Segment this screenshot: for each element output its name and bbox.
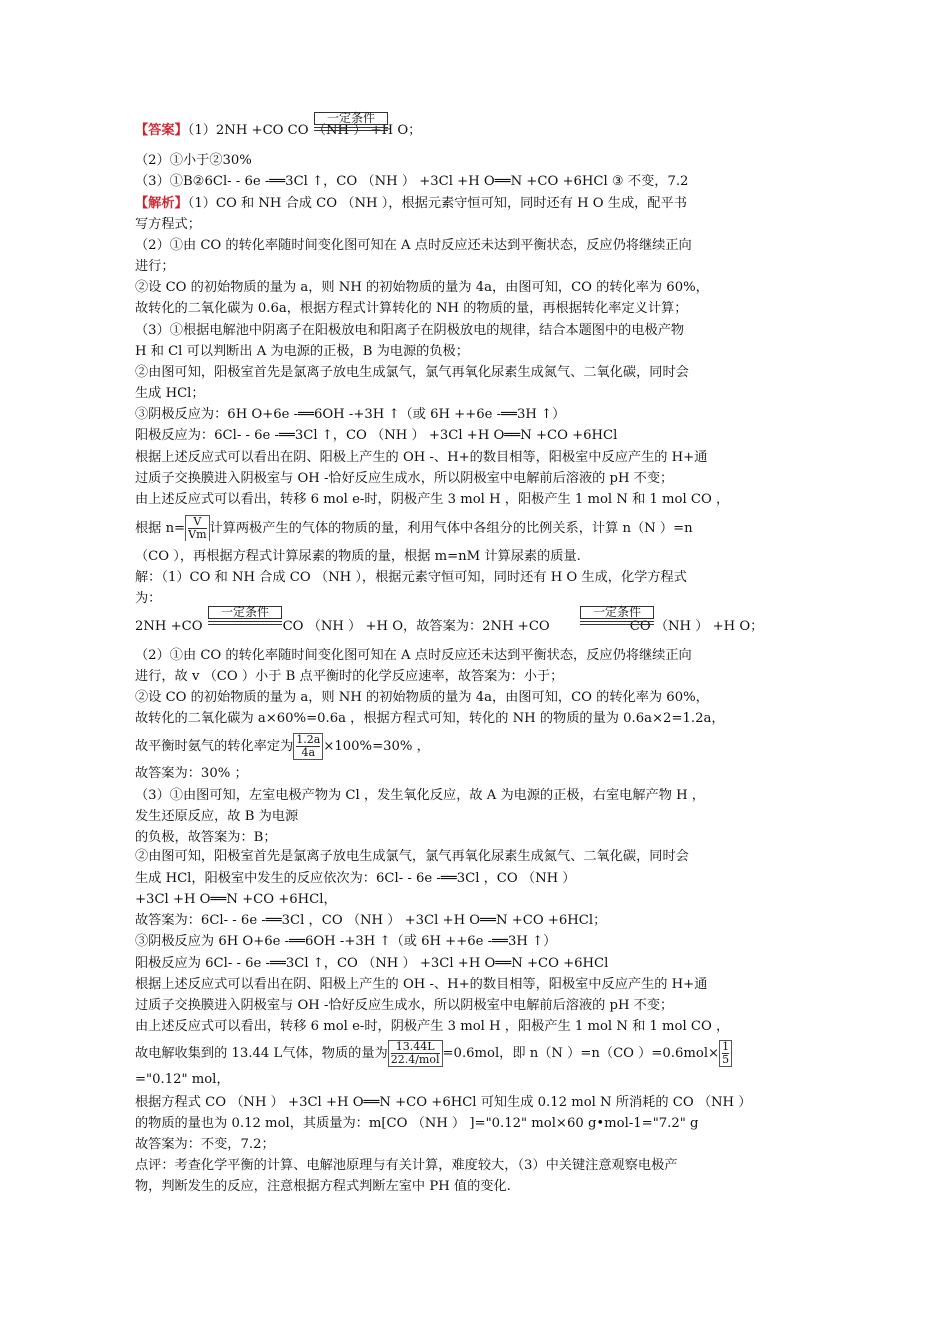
- solution-line-15: ③阴极反应为 6H O+6e -══6OH -+3H ↑（或 6H ++6e -══3H ↑）: [135, 934, 557, 949]
- analysis-line-12: 阳极反应为：6Cl- - 6e -══3Cl ↑，CO （NH ） +3Cl +H O══N +CO +6HCl: [135, 428, 618, 443]
- condition-arrow-1: [314, 112, 388, 138]
- gas-den: 22.4/mol: [390, 1053, 440, 1066]
- analysis-line-15: 由上述反应式可以看出，转移 6 mol e-时，阴极产生 3 mol H ，阳极产生 1 mol N 和 1 mol CO ，: [135, 492, 730, 507]
- n-frac-num: V: [188, 516, 206, 529]
- answer-line-3: （3）①B②6Cl- - 6e -══3Cl ↑，CO （NH ） +3Cl +H O══N +CO +6HCl ③ 不变，7.2: [135, 174, 689, 189]
- answer-line-2: （2）①小于②30%: [135, 153, 252, 168]
- solution-line-19: 由上述反应式可以看出，转移 6 mol e-时，阴极产生 3 mol H ，阳极产生 1 mol N 和 1 mol CO ，: [135, 1019, 730, 1034]
- solution-line-22: 的物质的量也为 0.12 mol，其质量为：m[CO （NH ） ]="0.12" mol×60 g•mol-1="7.2" g: [135, 1116, 699, 1131]
- condition-text: 一定条件: [580, 606, 654, 619]
- solution-line-23: 故答案为：不变，7.2；: [135, 1137, 275, 1152]
- solution-line-3: （2）①由 CO 的转化率随时间变化图可知在 A 点时反应还未达到平衡状态，反应仍将继续正向: [135, 648, 692, 663]
- solution-line-2: 为：: [135, 591, 162, 606]
- solution-line-12: 生成 HCl，阳极室中发生的反应依次为：6Cl- - 6e -══3Cl ，CO （NH ）: [135, 871, 576, 886]
- condition-arrow-2: [208, 606, 282, 632]
- solution-line-16: 阳极反应为 6Cl- - 6e -══3Cl ↑，CO （NH ） +3Cl +H O══N +CO +6HCl: [135, 956, 609, 971]
- solution-line-11: ②由图可知，阳极室首先是氯离子放电生成氯气，氯气再氧化尿素生成氮气、二氧化碳，同时会: [135, 849, 689, 864]
- solution-line-7: 故答案为：30% ；: [135, 766, 248, 781]
- solution-line-9: 发生还原反应，故 B 为电源: [135, 809, 299, 824]
- rate-den: 4a: [301, 746, 316, 759]
- solution-line-8: （3）①由图可知，左室电极产物为 Cl ，发生氧化反应，故 A 为电源的正极，右室电解产物 H ，: [135, 788, 705, 803]
- n-fraction: [185, 515, 209, 541]
- analysis-line-6: 故转化的二氧化碳为 0.6a，根据方程式计算转化的 NH 的物质的量，再根据转化率定义计算；: [135, 301, 688, 316]
- analysis-line-10: 生成 HCl；: [135, 386, 205, 401]
- solution-line-13: +3Cl +H O══N +CO +6HCl，: [135, 892, 337, 907]
- analysis-line-2: 写方程式；: [135, 217, 201, 232]
- n-suffix: 计算两极产生的气体的物质的量，利用气体中各组分的比例关系，计算 n（N ）=n: [209, 521, 693, 536]
- solution-line-14: 故答案为：6Cl- - 6e -══3Cl ，CO （NH ） +3Cl +H O══N +CO +6HCl；: [135, 913, 607, 928]
- analysis-line-9: ②由图可知，阳极室首先是氯离子放电生成氯气，氯气再氧化尿素生成氮气、二氧化碳，同时会: [135, 365, 689, 380]
- solution-rate-line: [135, 733, 835, 761]
- gas-suffix: =0.6mol，即 n（N ）=n（CO ）=0.6mol×: [442, 1046, 720, 1061]
- analysis-line-1: [135, 195, 835, 213]
- solution-line-21: 根据方程式 CO （NH ） +3Cl +H O══N +CO +6HCl 可知生成 0.12 mol N 所消耗的 CO （NH ）: [135, 1095, 752, 1110]
- analysis-line-14: 过质子交换膜进入阴极室与 OH -恰好反应生成水，所以阴极室中电解前后溶液的 pH 不变；: [135, 471, 674, 486]
- analysis-line-11: ③阴极反应为：6H O+6e -══6OH -+3H ↑（或 6H ++6e -══3H ↑）: [135, 407, 566, 422]
- eq-part-b: CO （NH ） +H O，故答案为：2NH +CO: [282, 619, 550, 634]
- analysis-line-8: H 和 Cl 可以判断出 A 为电源的正极，B 为电源的负极；: [135, 344, 469, 359]
- gas-frac2-num: 1: [722, 1040, 730, 1053]
- answer-text-1: （1）2NH +CO CO （NH ） +H O；: [187, 123, 422, 138]
- analysis-line-17: （CO ），再根据方程式计算尿素的物质的量，根据 m=nM 计算尿素的质量.: [135, 549, 581, 564]
- rate-fraction: [293, 733, 323, 760]
- solution-line-4: 进行，故 v （CO ）小于 B 点平衡时的化学反应速率，故答案为：小于；: [135, 669, 564, 684]
- gas-num: 13.44L: [391, 1041, 440, 1054]
- answer-tag: 【答案】: [135, 123, 188, 138]
- solution-line-6: 故转化的二氧化碳为 a×60%=0.6a ，根据方程式可知，转化的 NH 的物质的量为 0.6a×2=1.2a，: [135, 711, 725, 726]
- analysis-line-7: （3）①根据电解池中阴离子在阳极放电和阳离子在阴极放电的规律，结合本题图中的电极产物: [135, 323, 685, 338]
- rate-suffix: ×100%=30% ，: [323, 739, 430, 754]
- rate-num: 1.2a: [296, 733, 321, 746]
- eq-part-c: CO （NH ） +H O；: [629, 619, 764, 634]
- solution-line-1: 解：（1）CO 和 NH 合成 CO （NH ），根据元素守恒可知，同时还有 H O 生成，化学方程式: [135, 570, 687, 585]
- analysis-line-3: （2）①由 CO 的转化率随时间变化图可知在 A 点时反应还未达到平衡状态，反应仍将继续正向: [135, 238, 692, 253]
- analysis-line-5: ②设 CO 的初始物质的量为 a，则 NH 的初始物质的量为 4a，由图可知，CO 的转化率为 60%，: [135, 280, 709, 295]
- eq-part-a: 2NH +CO: [135, 619, 203, 634]
- condition-arrow-3: [580, 606, 654, 632]
- solution-line-5: ②设 CO 的初始物质的量为 a，则 NH 的初始物质的量为 4a，由图可知，CO 的转化率为 60%，: [135, 690, 709, 705]
- solution-line-25: 物，判断发生的反应，注意根据方程式判断左室中 PH 值的变化.: [135, 1179, 511, 1194]
- analysis-line-4: 进行；: [135, 259, 175, 274]
- gas-fraction: [388, 1040, 443, 1067]
- solution-line-10: 的负极，故答案为：B；: [135, 830, 277, 845]
- analysis-line-16: [135, 515, 835, 541]
- condition-text: 一定条件: [208, 606, 282, 619]
- n-prefix: 根据 n=: [135, 521, 186, 536]
- solution-line-18: 过质子交换膜进入阴极室与 OH -恰好反应生成水，所以阴极室中电解前后溶液的 pH 不变；: [135, 998, 674, 1013]
- analysis-text: （1）CO 和 NH 合成 CO （NH ），根据元素守恒可知，同时还有 H O 生成，配平书: [187, 196, 687, 211]
- gas-fraction-2: [719, 1040, 732, 1067]
- answer-line-1: [135, 122, 835, 140]
- solution-line-17: 根据上述反应式可以看出在阴、阳极上产生的 OH -、H+的数目相等，阳极室中反应产生的 H+通: [135, 977, 708, 992]
- rate-prefix: 故平衡时氨气的转化率定为: [135, 739, 294, 754]
- solution-gas-line: [135, 1040, 835, 1068]
- n-frac-den: Vm: [188, 528, 207, 541]
- analysis-line-13: 根据上述反应式可以看出在阴、阳极上产生的 OH -、H+的数目相等，阳极室中反应产生的 H+通: [135, 450, 708, 465]
- solution-line-24: 点评：考查化学平衡的计算、电解池原理与有关计算，难度较大，（3）中关键注意观察电极产: [135, 1158, 678, 1173]
- solution-line-20: ="0.12" mol，: [135, 1072, 230, 1087]
- analysis-tag: 【解析】: [135, 196, 188, 211]
- gas-prefix: 故电解收集到的 13.44 L气体，物质的量为: [135, 1046, 388, 1061]
- gas-frac2-den: 5: [722, 1053, 730, 1066]
- condition-text: 一定条件: [314, 112, 388, 125]
